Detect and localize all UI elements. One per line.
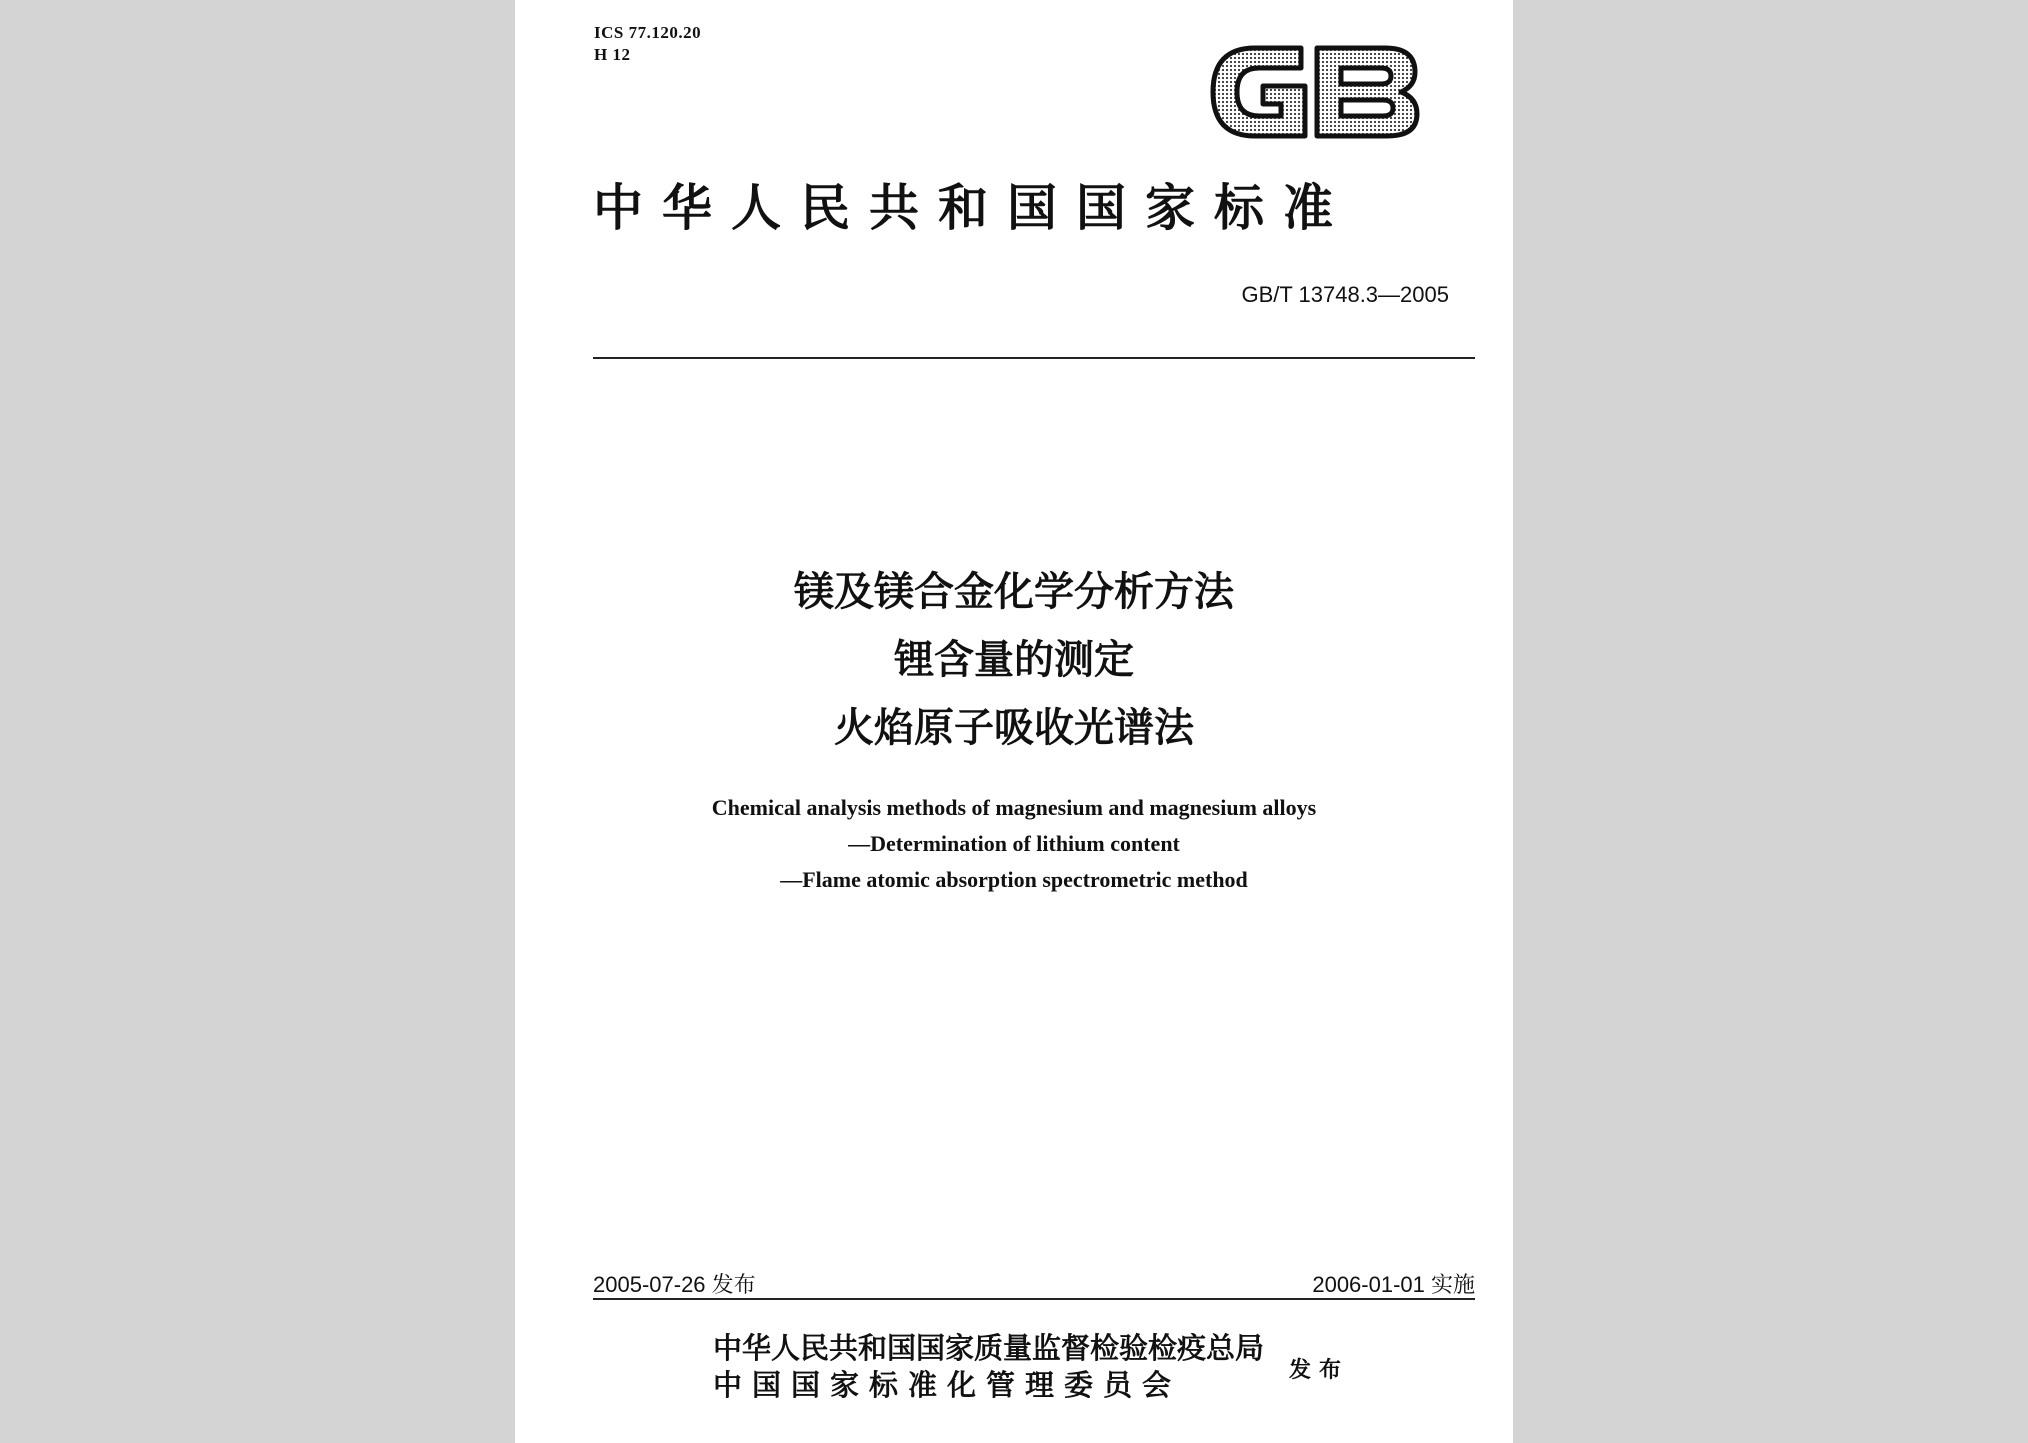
issue-date: 2005-07-26 发布	[593, 1272, 756, 1297]
document-page	[515, 0, 1513, 1443]
chinese-title-line-2: 锂含量的测定	[894, 637, 1134, 683]
chinese-title-line-3: 火焰原子吸收光谱法	[834, 705, 1194, 751]
top-divider	[593, 357, 1475, 359]
english-title-line-3: —Flame atomic absorption spectrometric method	[780, 867, 1248, 892]
standard-number: GB/T 13748.3—2005	[1241, 282, 1449, 307]
publisher-sac: 中国国家标准化管理委员会	[713, 1368, 1182, 1402]
publishers	[713, 1330, 1264, 1404]
chinese-title-line-1: 镁及镁合金化学分析方法	[794, 569, 1234, 615]
national-standard-title: 中华人民共和国国家标准	[593, 178, 1352, 237]
ccs-code: H 12	[594, 45, 631, 64]
ics-code: ICS 77.120.20	[594, 23, 702, 42]
publisher-aqsiq: 中华人民共和国国家质量监督检验检疫总局	[713, 1331, 1265, 1365]
classification-codes	[594, 22, 701, 66]
gb-logo	[1205, 36, 1425, 148]
bottom-divider	[593, 1298, 1475, 1300]
english-title-line-2: —Determination of lithium content	[848, 831, 1180, 856]
chinese-title	[515, 558, 1513, 762]
english-title	[515, 790, 1513, 898]
implementation-date: 2006-01-01 实施	[1312, 1272, 1475, 1297]
publish-label: 发布	[1289, 1357, 1350, 1383]
english-title-line-1: Chemical analysis methods of magnesium and magnesium alloys	[711, 795, 1317, 820]
